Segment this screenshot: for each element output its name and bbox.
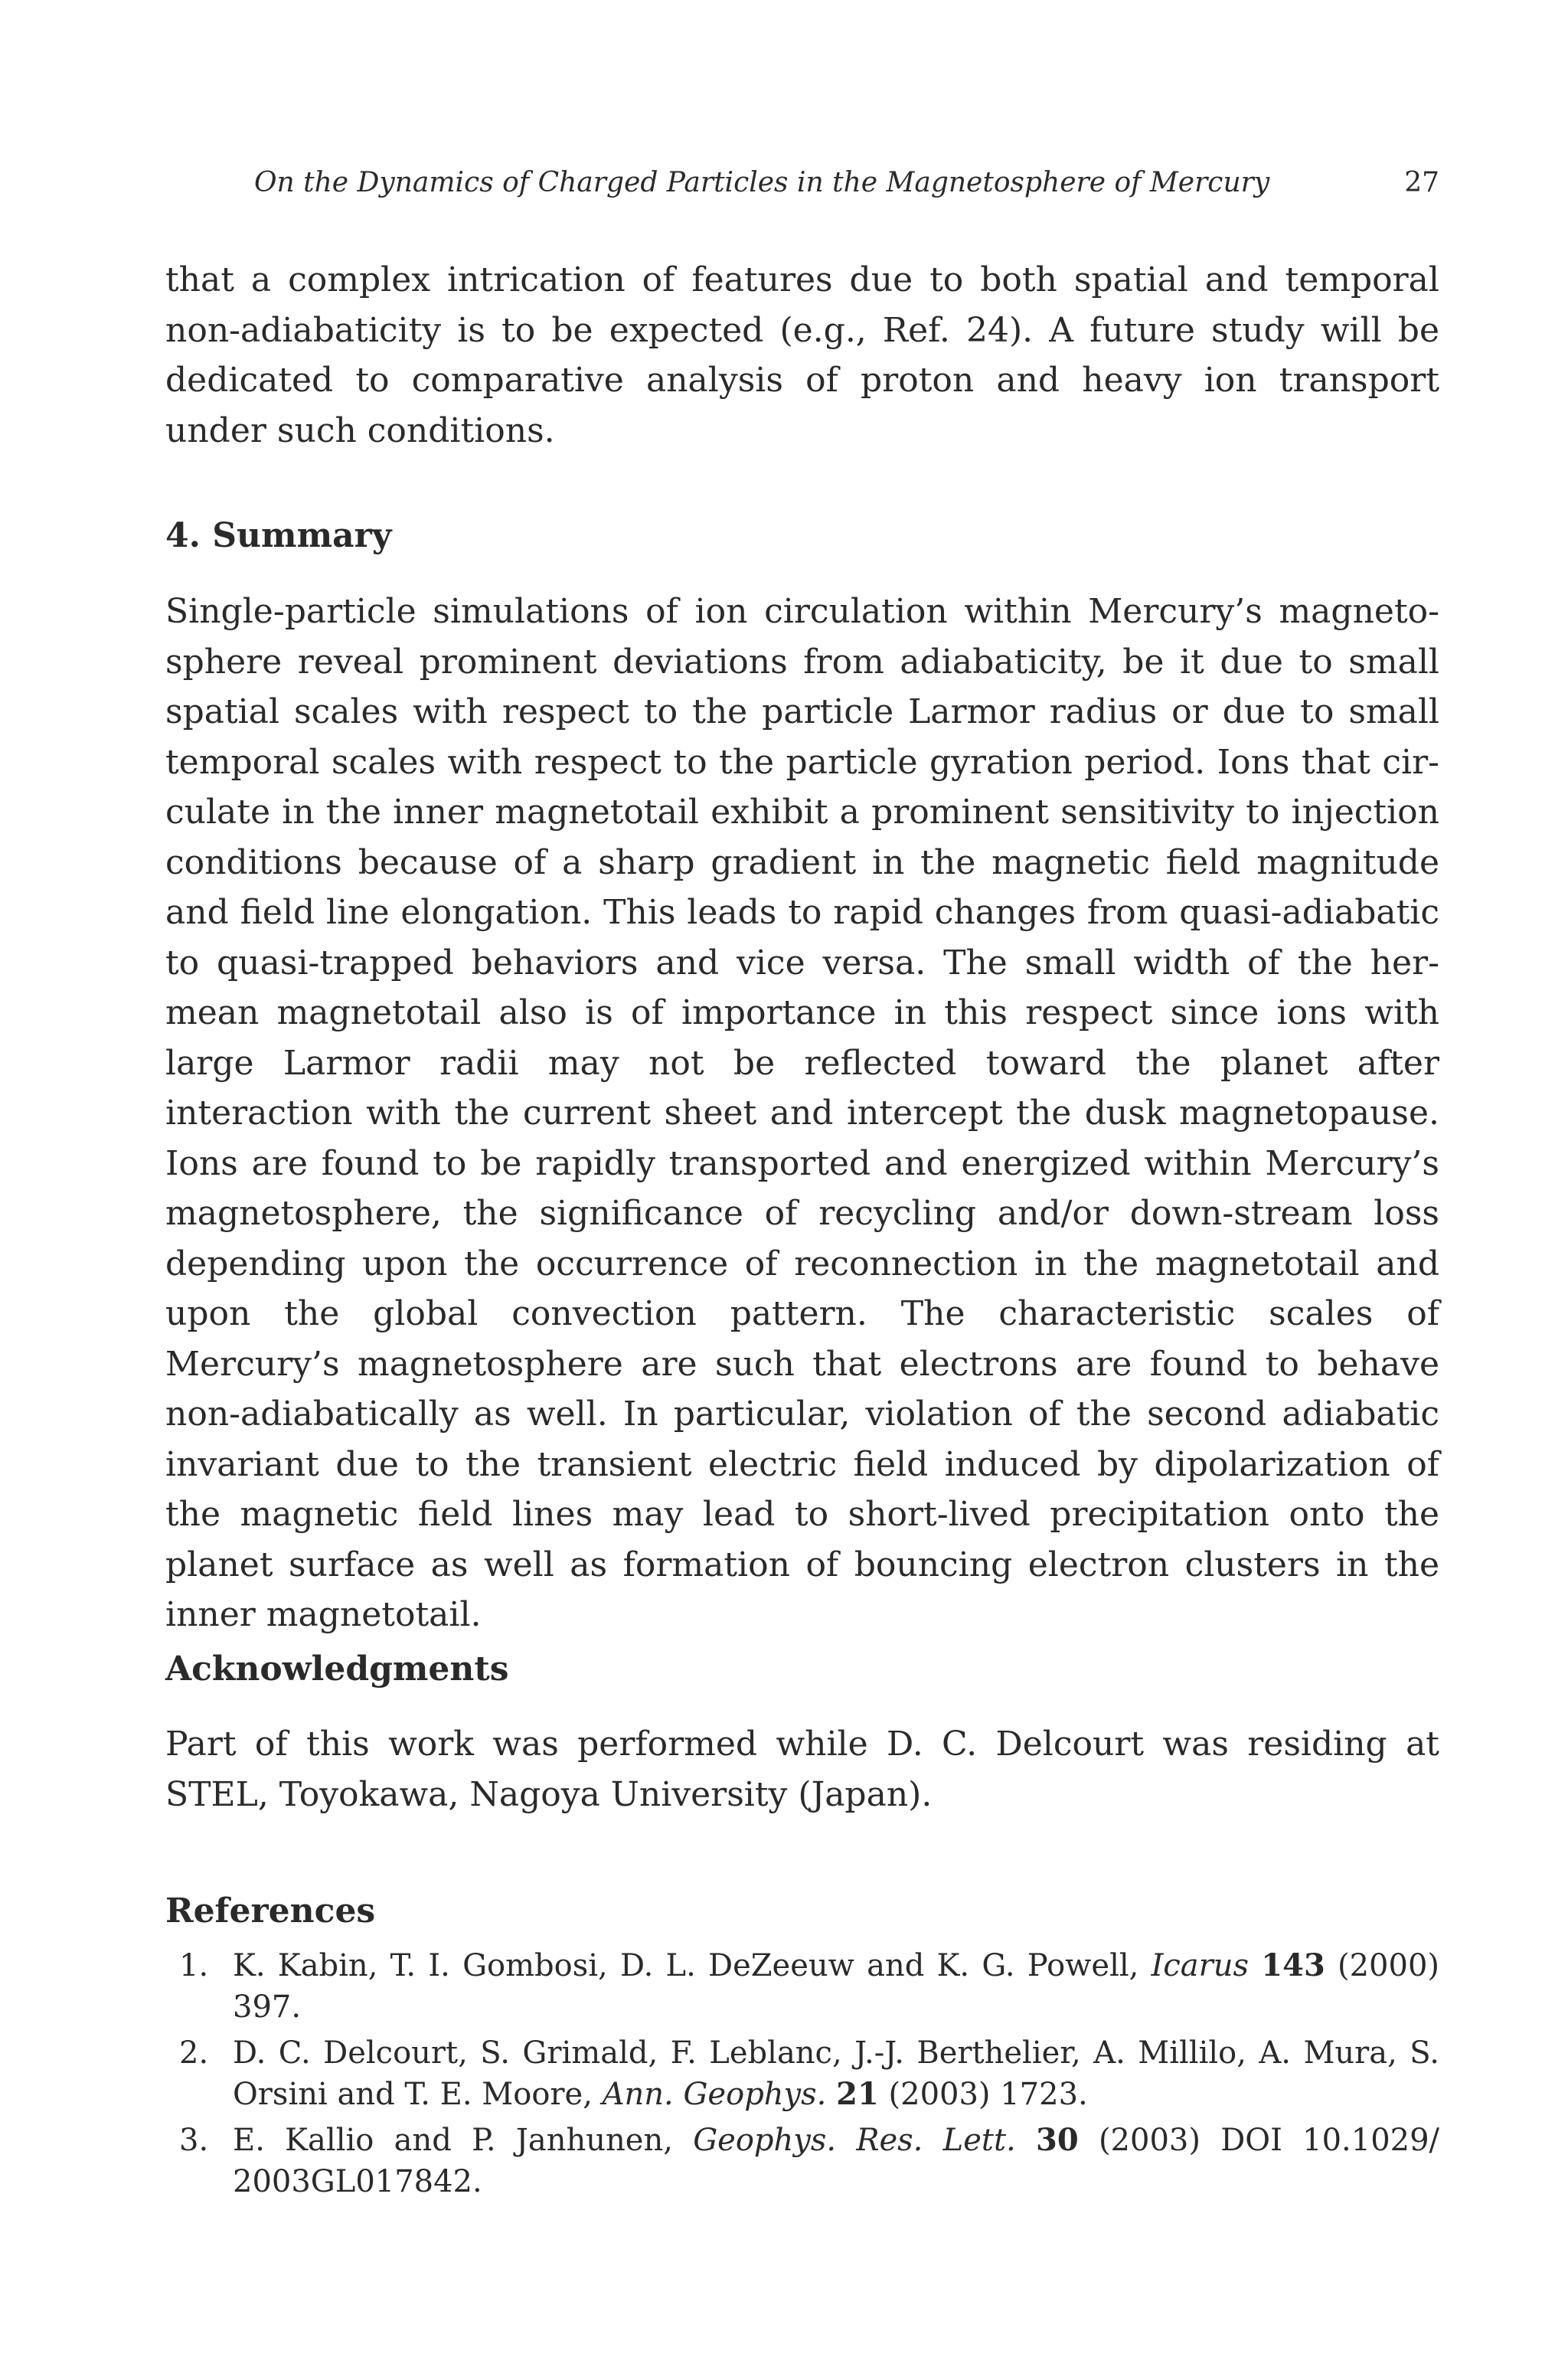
- reference-item: [165, 1945, 1439, 2028]
- reference-authors: D. C. Delcourt, S. Grimald, F. Leblanc, J.-J. Berthelier, A. Millilo, A. Mura, S. Orsini and T. E. Moore,: [233, 2035, 1439, 2112]
- reference-number: 1.: [179, 1948, 209, 1983]
- reference-list: [165, 1945, 1439, 2207]
- reference-details: (2003) 1723.: [878, 2077, 1088, 2112]
- summary-heading: 4. Summary: [165, 516, 392, 555]
- reference-journal: Geophys. Res. Lett.: [693, 2123, 1016, 2158]
- reference-volume: 30: [1036, 2122, 1079, 2158]
- reference-item: [165, 2120, 1439, 2202]
- reference-details: (2003) DOI 10.1029/ 2003GL017842.: [233, 2123, 1440, 2199]
- reference-journal: Ann. Geophys.: [602, 2077, 827, 2112]
- page-number: 27: [1404, 167, 1439, 198]
- reference-volume: 21: [836, 2076, 879, 2112]
- acknowledgments-paragraph: Part of this work was performed while D. C. Delcourt was residing at STEL, Toyokawa, Nagoya University (Japan).: [165, 1725, 1439, 1814]
- reference-number: 2.: [179, 2035, 209, 2071]
- reference-number: 3.: [179, 2123, 209, 2158]
- references-heading: References: [165, 1891, 376, 1931]
- intro-paragraph: that a complex intrication of features due to both spatial and temporal non-adiabaticity is to be expected (e.g., Ref. 24). A future study will be dedicated to comparative analysis of proton and heavy ion transport under such conditions.: [165, 260, 1439, 450]
- reference-volume: 143: [1261, 1947, 1325, 1983]
- summary-paragraph: Single-particle simulations of ion circulation within Mercury’s magnetosphere reveal prominent deviations from adiabaticity, be it due to small spatial scales with respect to the particle Larmor radius or due to small temporal scales with respect to the particle gyration period. Ions that circulate in the inner magnetotail exhibit a prominent sensitivity to injection conditions because of a sharp gradient in the magnetic field magnitude and field line elongation. This leads to rapid changes from quasi-adiabatic to quasi-trapped behaviors and vice versa. The small width of the hermean magnetotail also is of importance in this respect since ions with large Larmor radii may not be reflected toward the planet after interaction with the current sheet and intercept the dusk magnetopause. Ions are found to be rapidly transported and energized within Mercury’s magnetosphere, the significance of recycling and/or down-stream loss depending upon the occurrence of reconnection in the magnetotail and upon the global convection pattern. The characteristic scales of Mercury’s magnetosphere are such that electrons are found to behave non-adiabatically as well. In particular, violation of the second adiabatic invariant due to the transient electric field induced by dipolarization of the magnetic field lines may lead to short-lived precipitation onto the planet surface as well as formation of bouncing electron clusters in the inner magnetotail.: [165, 592, 1439, 1634]
- running-title: On the Dynamics of Charged Particles in the Magnetosphere of Mercury: [254, 167, 1270, 198]
- reference-item: [165, 2032, 1439, 2115]
- reference-details: (2000) 397.: [233, 1948, 1439, 2025]
- reference-authors: K. Kabin, T. I. Gombosi, D. L. DeZeeuw and K. G. Powell,: [233, 1948, 1152, 1983]
- running-head: [165, 164, 1439, 202]
- reference-journal: Icarus: [1151, 1948, 1250, 1983]
- acknowledgments-heading: Acknowledgments: [165, 1649, 509, 1689]
- reference-authors: E. Kallio and P. Janhunen,: [233, 2123, 694, 2158]
